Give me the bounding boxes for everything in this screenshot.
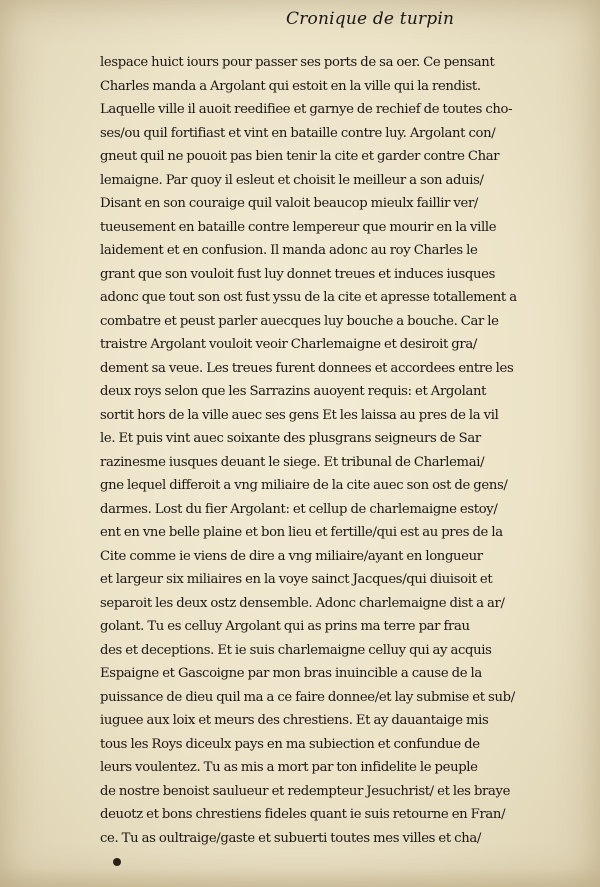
text-line: Charles manda a Argolant qui estoit en la ville qui la rendist. — [100, 78, 481, 94]
text-line: gne lequel differoit a vng miliaire de la cite auec son ost de gens/ — [100, 478, 508, 493]
text-line: deuotz et bons chrestiens fideles quant ie suis retourne en Fran/ — [100, 807, 506, 822]
text-line: des et deceptions. Et ie suis charlemaigne celluy qui ay acquis — [100, 642, 492, 658]
text-line: et largeur six miliaires en la voye sainct Jacques/qui diuisoit et — [100, 572, 493, 587]
text-line: traistre Argolant vouloit veoir Charlemaigne et desiroit gra/ — [100, 337, 477, 352]
text-line: deux roys selon que les Sarrazins auoyent requis: et Argolant — [100, 384, 487, 399]
text-line: iuguee aux loix et meurs des chrestiens. Et ay dauantaige mis — [100, 713, 489, 728]
text-line: ce. Tu as oultraige/gaste et subuerti toutes mes villes et cha/ — [100, 830, 481, 846]
text-line: separoit les deux ostz densemble. Adonc charlemaigne dist a ar/ — [100, 595, 505, 611]
text-line: lespace huict iours pour passer ses ports de sa oer. Ce pensant — [100, 55, 495, 70]
text-line: sortit hors de la ville auec ses gens Et les laissa au pres de la vil — [100, 407, 499, 423]
text-line: de nostre benoist saulueur et redempteur Jesuchrist/ et les braye — [100, 783, 511, 799]
text-line: tueusement en bataille contre lempereur que mourir en la ville — [100, 219, 497, 235]
text-line: Espaigne et Gascoigne par mon bras inuincible a cause de la — [100, 666, 482, 681]
text-line: gneut quil ne pouoit pas bien tenir la cite et garder contre Char — [100, 149, 500, 164]
text-line: grant que son vouloit fust luy donnet treues et induces iusques — [100, 266, 496, 282]
text-line: lemaigne. Par quoy il esleut et choisit le meilleur a son aduis/ — [100, 172, 484, 188]
text-line: le. Et puis vint auec soixante des plusgrans seigneurs de Sar — [100, 431, 481, 446]
text-line: golant. Tu es celluy Argolant qui as prins ma terre par frau — [100, 619, 470, 634]
text-line: ent en vne belle plaine et bon lieu et fertille/qui est au pres de la — [100, 525, 503, 540]
text-line: puissance de dieu quil ma a ce faire donnee/et lay submise et sub/ — [100, 689, 515, 705]
ink-spot — [113, 858, 121, 866]
text-line: razinesme iusques deuant le siege. Et tribunal de Charlemai/ — [100, 454, 485, 470]
text-line: darmes. Lost du fier Argolant: et cellup de charlemaigne estoy/ — [100, 501, 498, 517]
text-line: dement sa veue. Les treues furent donnees et accordees entre les — [100, 360, 514, 376]
text-line: adonc que tout son ost fust yssu de la cite et apresse totallement a — [100, 290, 517, 305]
text-line: Cite comme ie viens de dire a vng miliaire/ayant en longueur — [100, 548, 483, 564]
text-line: laidement et en confusion. Il manda adonc au roy Charles le — [100, 243, 478, 258]
text-block — [100, 51, 532, 850]
text-line: Laquelle ville il auoit reedifiee et garnye de rechief de toutes cho- — [100, 102, 513, 117]
running-head: Cronique de turpin — [286, 9, 455, 29]
text-line: ses/ou quil fortifiast et vint en bataille contre luy. Argolant con/ — [100, 125, 496, 141]
text-line: tous les Roys diceulx pays en ma subiection et confundue de — [100, 736, 480, 752]
text-line: combatre et peust parler auecques luy bouche a bouche. Car le — [100, 313, 499, 329]
text-line: Disant en son couraige quil valoit beaucop mieulx faillir ver/ — [100, 196, 479, 211]
text-line: leurs voulentez. Tu as mis a mort par ton infidelite le peuple — [100, 760, 478, 775]
page-edge-stain — [0, 869, 600, 887]
